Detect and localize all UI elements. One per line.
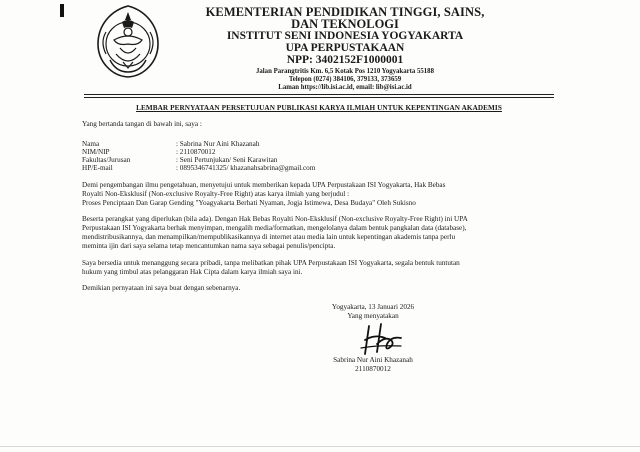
ministry-name-line1: KEMENTERIAN PENDIDIKAN TINGGI, SAINS, [205, 5, 485, 19]
institute-name: INSTITUT SENI INDONESIA YOGYAKARTA [226, 30, 464, 42]
address-line: Jalan Parangtritis Km. 6,5 Kotak Pos 1210 Yogyakarta 55188 [256, 68, 434, 75]
paragraph-2-line-4: meminta ijin dari saya selama tetap mencantumkan nama saya sebagai penulis/pencipta. [82, 242, 336, 250]
handwritten-signature-icon [355, 318, 407, 358]
paragraph-3-line-2: hukum yang timbul atas pelanggaran Hak Cipta dalam karya ilmiah saya ini. [82, 268, 303, 276]
signer-id: 2110870012 [355, 365, 391, 373]
closing-statement: Demikian pernyataan ini saya buat dengan sebenarnya. [82, 284, 241, 292]
signer-name: Sabrina Nur Aini Khazanah [333, 356, 413, 364]
header-divider-thin [84, 97, 554, 98]
field-value-contact: : 0895346741325/ khazanahsabrina@gmail.com [176, 164, 316, 172]
field-value-faculty: : Seni Pertunjukan/ Seni Karawitan [176, 156, 278, 164]
paragraph-1-line-3: Proses Penciptaan Dan Garap Gending "Yoagyakarta Berhati Nyaman, Jogja Istimewa, Desa Budaya" Oleh Sukisno [82, 199, 416, 207]
header-divider [84, 94, 554, 95]
field-value-nim: : 2110870012 [176, 148, 216, 156]
npp-number: NPP: 3402152F1000001 [286, 54, 404, 66]
ministry-name-line2: DAN TEKNOLOGI [291, 17, 399, 31]
field-label-contact: HP/E-mail [82, 164, 113, 172]
paragraph-1-line-1: Demi pengembangan ilmu pengetahuan, menyetujui untuk memberikan kepada UPA Perpustakaan ISI Yogyakarta, Hak Bebas [82, 181, 446, 189]
phone-line: Telepon (0274) 384106, 379133, 373659 [288, 76, 402, 83]
signer-role: Yang menyatakan [347, 312, 399, 320]
page-bottom-edge [0, 446, 640, 447]
unit-name: UPA PERPUSTAKAAN [285, 42, 405, 54]
paragraph-2-line-3: mendistribusikannya, dan menampilkan/mempublikasikannya di internet atau media lain untuk kepentingan akademis tanpa perlu [82, 233, 456, 241]
field-value-name: : Sabrina Nur Aini Khazanah [176, 140, 260, 148]
institute-logo-icon [92, 2, 164, 80]
place-date: Yogyakarta, 13 Januari 2026 [331, 303, 415, 311]
paragraph-2-line-2: Perpustakaan ISI Yogyakarta berhak menyimpan, mengalih media/formatkan, mengelolanya dalam bentuk pangkalan data (database), [82, 224, 467, 232]
paragraph-1-line-2: Royalti Non-Eksklusif (Non-exclusive Royalty-Free Right) atas karya ilmiah yang berjudul : [82, 190, 350, 198]
paragraph-3-line-1: Saya bersedia untuk menanggung secara pribadi, tanpa melibatkan pihak UPA Perpustakaan ISI Yogyakarta, segala bentuk tuntutan [82, 259, 460, 267]
document-title: LEMBAR PERNYATAAN PERSETUJUAN PUBLIKASI KARYA ILMIAH UNTUK KEPENTINGAN AKADEMIS [136, 104, 502, 112]
scan-mark [60, 4, 64, 17]
field-label-faculty: Fakultas/Jurusan [82, 156, 131, 164]
intro-text: Yang bertanda tangan di bawah ini, saya : [82, 120, 202, 128]
field-label-nim: NIM/NIP [82, 148, 110, 156]
web-email-line: Laman https://lib.isi.ac.id, email: lib@isi.ac.id [278, 84, 412, 91]
field-label-name: Nama [82, 140, 100, 148]
paragraph-2-line-1: Beserta perangkat yang diperlukan (bila ada). Dengan Hak Bebas Royalti Non-Eksklusif (Non-exclusive Royalty-Free Right) ini UPA [82, 215, 468, 223]
